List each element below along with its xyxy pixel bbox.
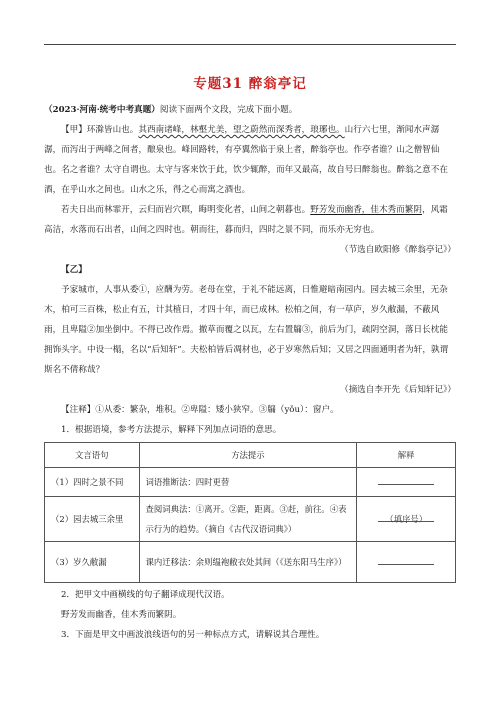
yi-source: （摘选自李开先《后知轩记》） [339,385,456,395]
document-body [44,100,456,645]
notes: 【注释】①从委：繁杂，堆积。②卑隘：矮小狭窄。③牖（yǒu）：窗户。 [61,405,339,415]
wavy-underlined-sentence: 其西南诸峰，林壑尤美，望之蔚然而深秀者，琅琊也。 [138,125,345,135]
table-header: 文言语句 [45,443,140,468]
jia-p2-c: ，风霜高洁，水落而石出者，山间之四时也。朝而往，暮而归，四时之景不同，而乐亦无穷也。 [44,205,448,235]
table-cell-phrase: （1）四时之景不同 [45,468,140,497]
intro-line [44,100,456,120]
intro-source: （2023·河南·统考中考真题） [44,105,160,115]
jia-paragraph-2 [44,200,456,240]
jia-label: 【甲】 [61,125,87,135]
intro-instruction: 阅读下面两个文段，完成下面小题。 [159,105,298,115]
table-cell-hint: 词语推断法：四时更替 [139,468,357,497]
q2-sentence: 野芳发而幽香，佳木秀而繁阴。 [61,610,182,620]
table-cell-hint: 查阅词典法：①离开。②距，距离。③赶，前往。④表示行为的趋势。（摘自《古代汉语词典》） [139,497,357,542]
jia-p1-a: 环滁皆山也。 [86,125,139,135]
answer-cell[interactable] [357,542,456,583]
jia-p2-a: 若夫日出而林霏开，云归而岩穴暝，晦明变化者，山间之朝暮也。 [61,205,311,215]
table-header: 解释 [357,443,456,468]
yi-paragraph: 予家城市，人事从委①，应酬为劳。老母在堂，于礼不能远离，日惟避暗南园内。园去城三余里，无杂木，柏可三百株，松止有五，计其植日，才四十年，而已成林。松柏之间，有一草庐，岁久敝漏，不蔽风雨，且卑隘②加坐倒中。不得已改作焉。撤草而覆之以瓦，左右置牖③，前后为门，疏阴空洞，落日长枕能拥饰头字。中设一榻，名以“后知轩”。夫松柏皆后凋材也，必于岁寒然后知；又居之四面通明者为轩，孰谓斯名不倩称哉？ [44,285,449,375]
answer-blank[interactable] [378,552,434,565]
q2-stem: 2．把甲文中画横线的句子翻译成现代汉语。 [61,590,230,600]
jia-source: （节选自欧阳修《醉翁亭记》） [339,245,456,255]
page-title: 专题31 醉翁亭记 [193,76,307,92]
q1-table [44,442,456,583]
table-cell-hint: 课内迁移法：余则缊袍敝衣处其间（《送东阳马生序》） [139,542,357,583]
table-row [45,497,456,542]
answer-blank[interactable]: （填序号） [378,509,434,522]
table-row [45,542,456,583]
table-header: 方法提示 [139,443,357,468]
q3-stem: 3．下面是甲文中画波浪线语句的另一种标点方式，请解说其合理性。 [61,630,325,640]
yi-label: 【乙】 [61,265,87,275]
table-cell-phrase: （2）园去城三余里 [45,497,140,542]
top-rule [44,44,456,45]
table-row [45,468,456,497]
answer-cell[interactable] [357,468,456,497]
underlined-sentence: 野芳发而幽香，佳木秀而繁阴 [310,205,422,215]
table-cell-phrase: （3）岁久敝漏 [45,542,140,583]
jia-p1-c: 山行六七里，渐闻水声潺潺，而泻出于两峰之间者，酿泉也。峰回路转，有亭翼然临于泉上者，醉翁亭也。作亭者谁？山之僧智仙也。名之者谁？太守自谓也。太守与客来饮于此，饮少辄醉，而年又最高，故自号曰醉翁也。醉翁之意不在酒，在乎山水之间也。山水之乐，得之心而寓之酒也。 [44,125,448,195]
answer-cell[interactable] [357,497,456,542]
answer-blank[interactable] [378,472,434,485]
jia-paragraph-1 [44,120,456,200]
table-header-row [45,443,456,468]
q1-stem: 1．根据语境，参考方法提示，解释下列加点词语的意思。 [61,425,282,435]
